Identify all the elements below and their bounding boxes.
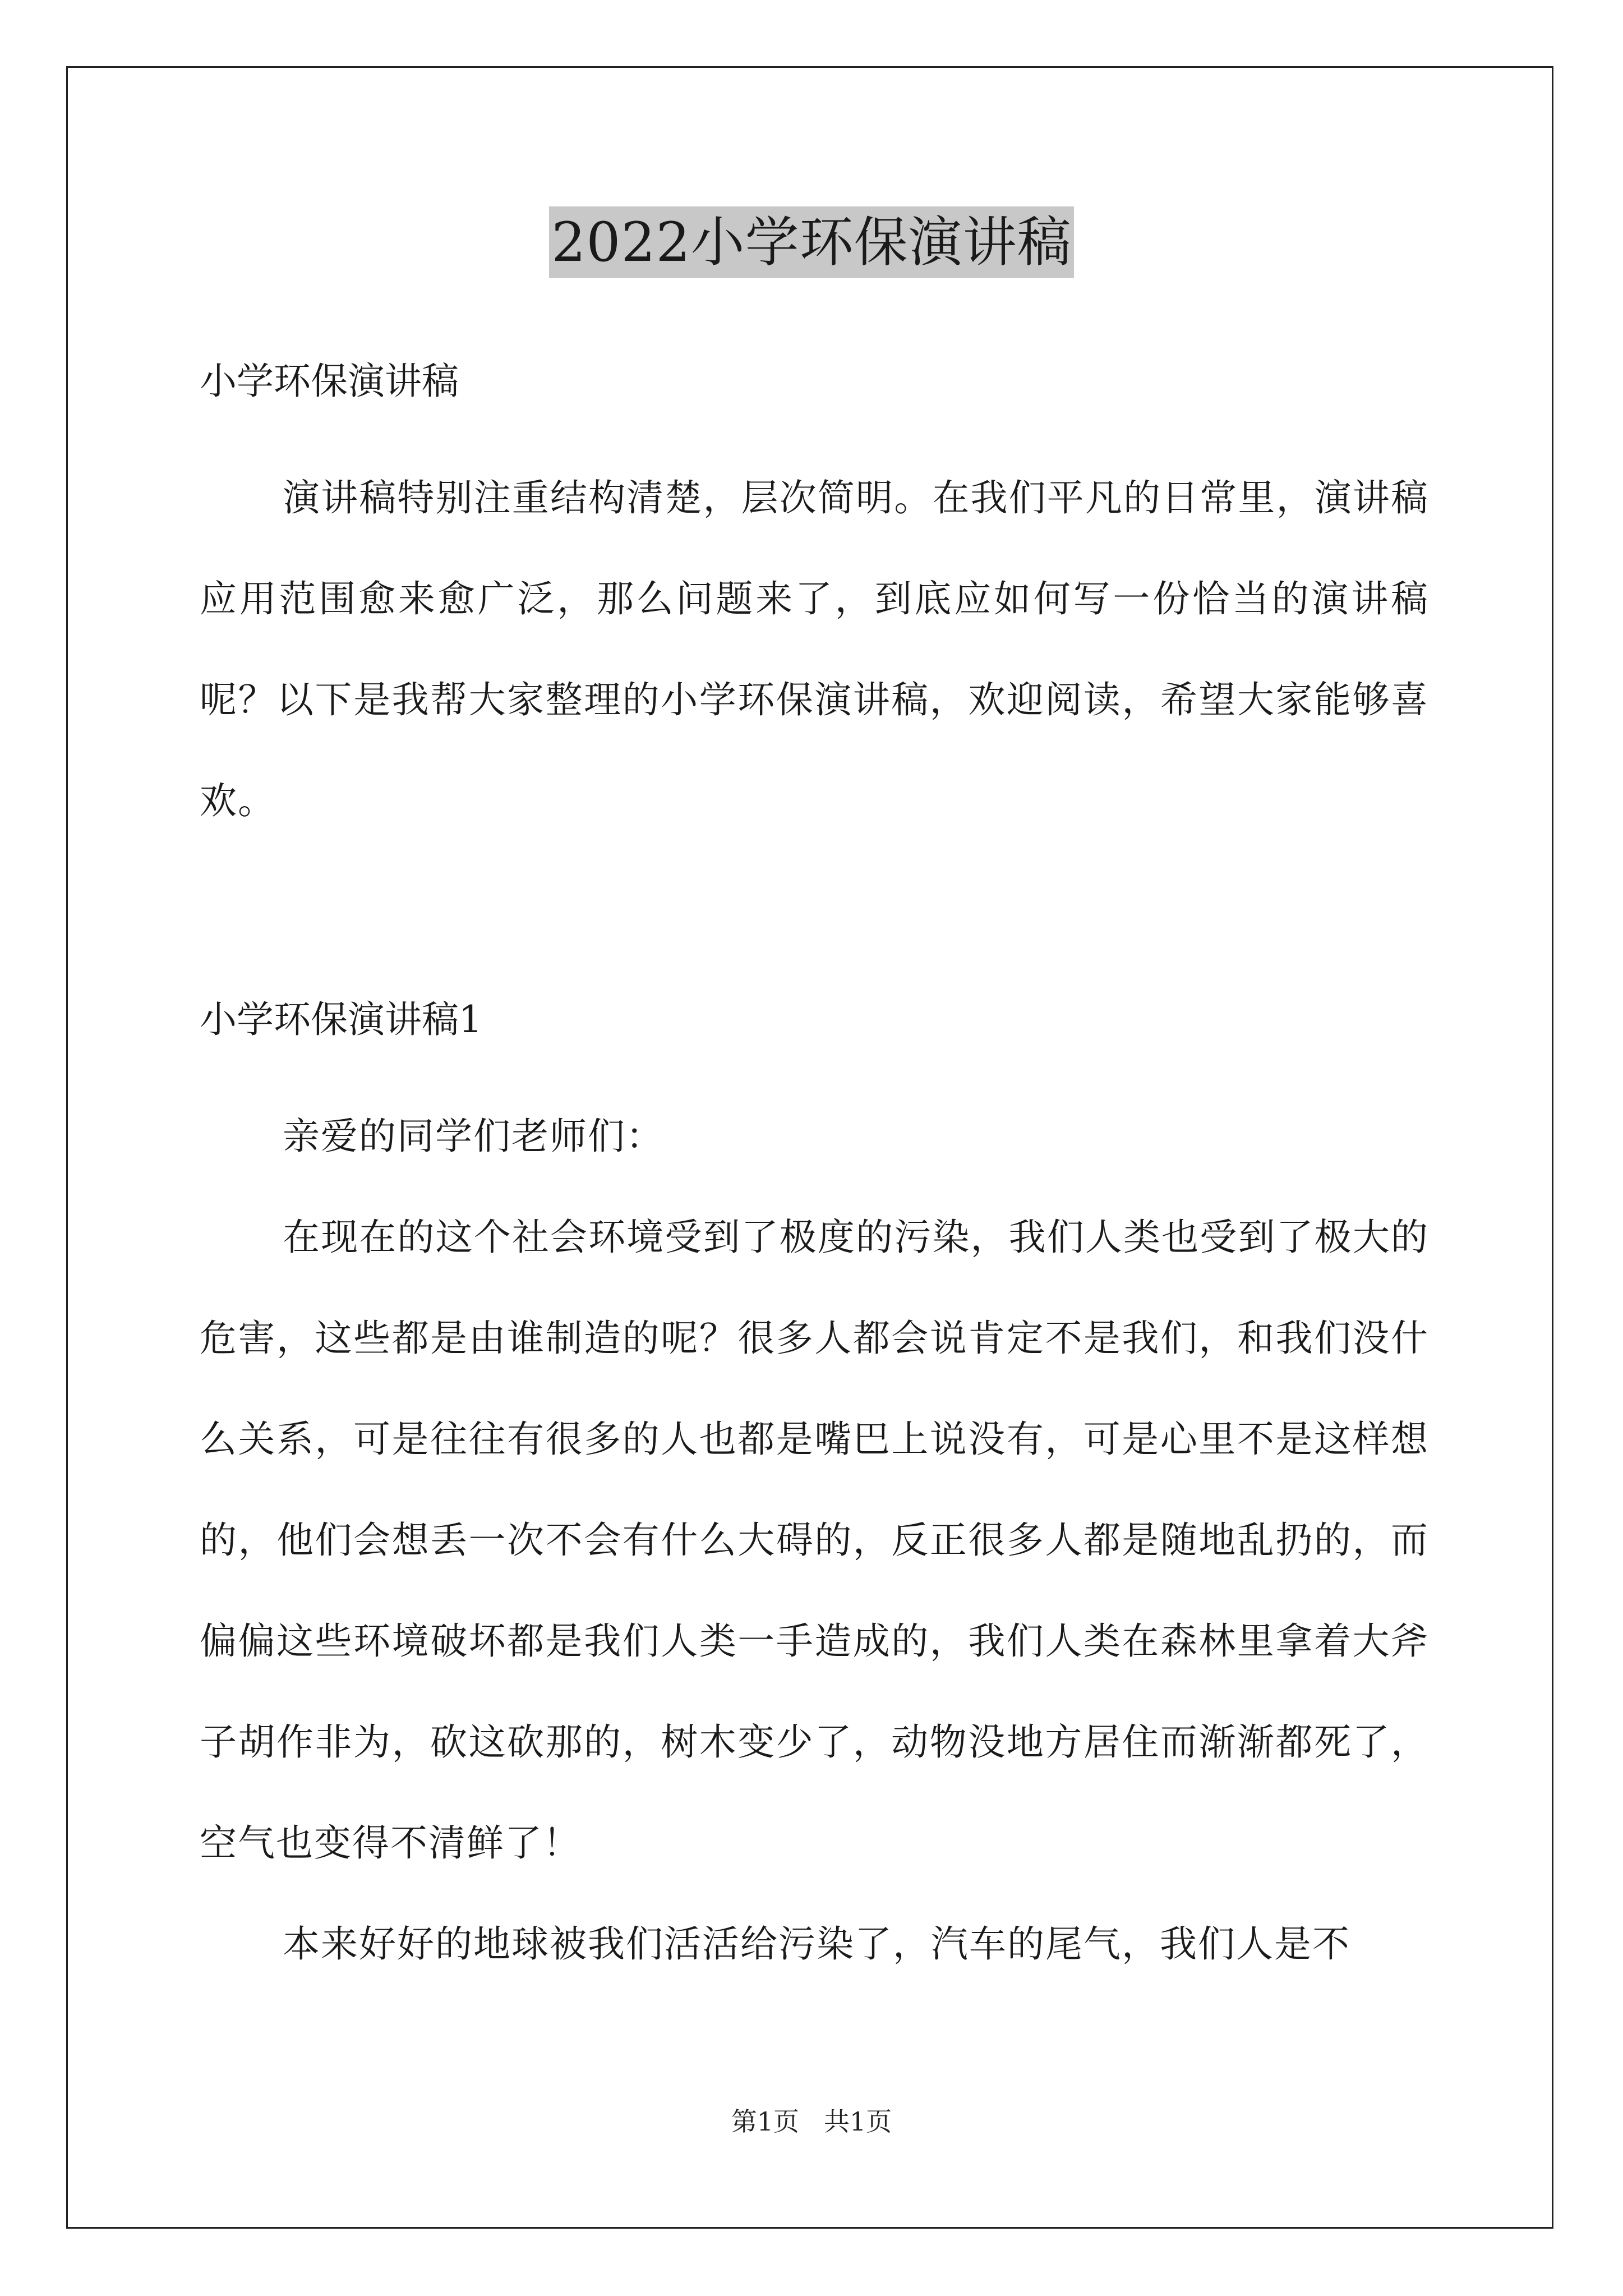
title-container [0,206,1623,278]
intro-paragraph: 演讲稿特别注重结构清楚，层次简明。在我们平凡的日常里，演讲稿应用范围愈来愈广泛，那么问题来了，到底应如何写一份恰当的演讲稿呢？以下是我帮大家整理的小学环保演讲稿，欢迎阅读，希望大家能够喜欢。 [200,476,1429,822]
body-paragraph: 在现在的这个社会环境受到了极度的污染，我们人类也受到了极大的危害，这些都是由谁制造的呢？很多人都会说肯定不是我们，和我们没什么关系，可是往往有很多的人也都是嘴巴上说没有，可是心里不是这样想的，他们会想丢一次不会有什么大碍的，反正很多人都是随地乱扔的，而偏偏这些环境破坏都是我们人类一手造成的，我们人类在森林里拿着大斧子胡作非为，砍这砍那的，树木变少了，动物没地方居住而渐渐都死了，空气也变得不清鲜了！ [200,1216,1429,1865]
body-paragraph: 本来好好的地球被我们活活给污染了，汽车的尾气，我们人是不 [283,1922,1350,1966]
spacer [200,1053,1429,1086]
spacer [200,415,1429,448]
spacer [200,852,1429,986]
page-number-current: 第1页 [731,2106,800,2137]
section-heading: 小学环保演讲稿 [200,360,459,403]
footer-separator [799,2106,824,2137]
document-title[interactable]: 2022小学环保演讲稿 [549,206,1073,278]
page-footer [0,2105,1623,2138]
salutation-paragraph: 亲爱的同学们老师们： [283,1115,664,1158]
document-body [200,348,1429,1995]
page-number-total: 共1页 [823,2106,892,2137]
section-heading: 小学环保演讲稿1 [200,998,482,1041]
